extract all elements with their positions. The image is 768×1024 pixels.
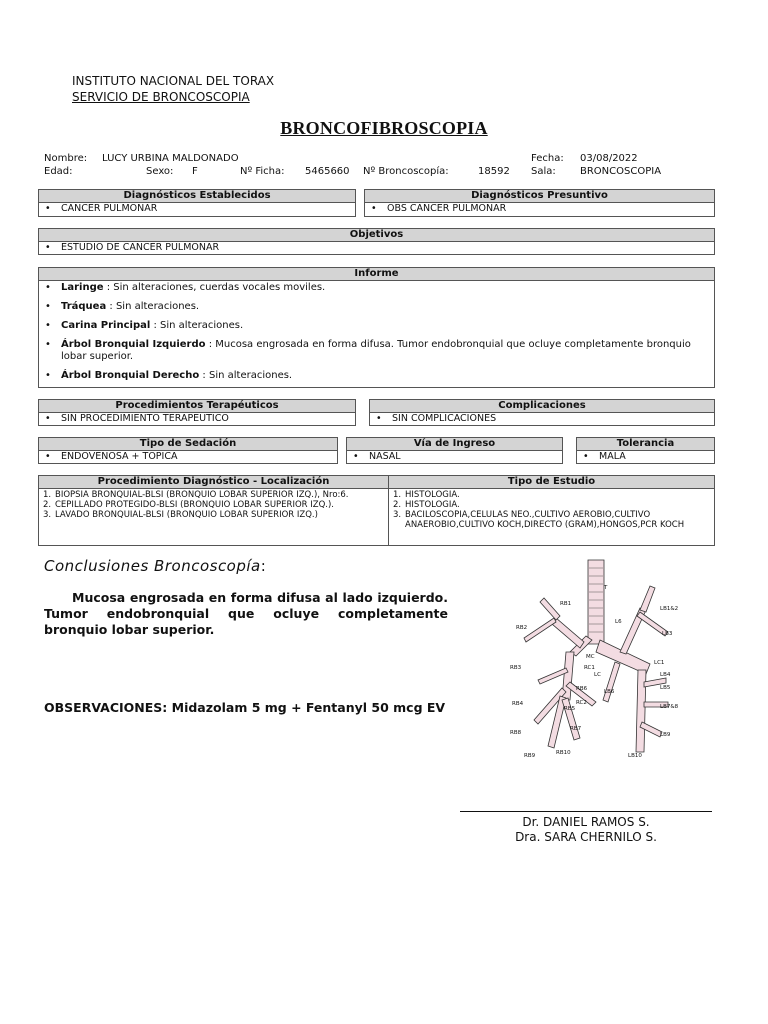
broncoscopia-label: Nº Broncoscopía: <box>363 166 449 177</box>
informe-text: Sin alteraciones. <box>115 301 200 312</box>
tolerancia-title: Tolerancia <box>577 438 714 451</box>
diag-presuntivo-title: Diagnósticos Presuntivo <box>365 190 714 203</box>
label-rb5: RB5 <box>564 706 576 712</box>
label-lb3: LB3 <box>662 631 673 637</box>
label-rc2: RC2 <box>576 700 587 706</box>
label-mc: MC <box>586 654 595 660</box>
informe-label: Carina Principal <box>61 320 151 331</box>
trachea-shape <box>588 560 604 644</box>
diag-establecidos-item: • CANCER PULMONAR <box>39 203 355 214</box>
informe-box <box>38 267 715 388</box>
institute-name: INSTITUTO NACIONAL DEL TORAX <box>72 74 275 88</box>
edad-label: Edad: <box>44 166 73 177</box>
label-rb3: RB3 <box>510 665 522 671</box>
diag-presuntivo-item: • OBS CANCER PULMONAR <box>365 203 714 214</box>
tipo-estudio-list <box>389 489 714 546</box>
informe-text: Sin alteraciones. <box>160 320 244 331</box>
diag-establecidos-title: Diagnósticos Establecidos <box>39 190 355 203</box>
complicaciones-box <box>369 399 715 426</box>
sedacion-box <box>38 437 338 464</box>
diag-presuntivo-box <box>364 189 715 217</box>
label-lb78: LB7&8 <box>660 704 679 710</box>
complicaciones-title: Complicaciones <box>370 400 714 413</box>
label-rc1: RC1 <box>584 665 595 671</box>
label-rb9: RB9 <box>524 753 536 759</box>
sexo-value: F <box>192 166 198 177</box>
conclusiones-title: Conclusiones Broncoscopía: <box>44 557 267 575</box>
objetivos-item: • ESTUDIO DE CANCER PULMONAR <box>39 242 714 253</box>
informe-item-arbol-derecho: • Árbol Bronquial Derecho : Sin alteraciones. <box>39 370 714 382</box>
signature-line <box>460 811 712 812</box>
tipo-estudio-title: Tipo de Estudio <box>389 476 714 488</box>
list-item: 3. BACILOSCOPIA,CELULAS NEO.,CULTIVO AEROBIO,CULTIVO ANAEROBIO,CULTIVO KOCH,DIRECTO (GRAM),HONGOS,PCR KOCH <box>393 510 685 530</box>
objetivos-title: Objetivos <box>39 229 714 242</box>
signature-doctor-1: Dr. DANIEL RAMOS S. <box>522 815 650 829</box>
nombre-label: Nombre: <box>44 153 88 164</box>
objetivos-box <box>38 228 715 255</box>
label-rb4: RB4 <box>512 701 524 707</box>
ficha-label: Nº Ficha: <box>240 166 285 177</box>
signature-block <box>460 815 712 845</box>
label-lb5: LB5 <box>660 685 671 691</box>
informe-item-carina: • Carina Principal : Sin alteraciones. <box>39 320 714 332</box>
list-item: 2. CEPILLADO PROTEGIDO-BLSI (BRONQUIO LOBAR SUPERIOR IZQ.). <box>43 500 334 510</box>
conclusiones-text: Mucosa engrosada en forma difusa al lado izquierdo. Tumor endobronquial que ocluye completamente bronquio lobar superior. <box>44 590 448 637</box>
via-box <box>346 437 563 464</box>
procedimientos-box <box>38 399 356 426</box>
label-rb6: RB6 <box>576 686 588 692</box>
label-lb12: LB1&2 <box>660 606 679 612</box>
label-lb10: LB10 <box>628 753 642 759</box>
sedacion-title: Tipo de Sedación <box>39 438 337 451</box>
label-lc1: LC1 <box>654 660 665 666</box>
bronchial-tree-diagram <box>500 552 705 762</box>
signature-doctor-2: Dra. SARA CHERNILO S. <box>515 830 657 844</box>
proc-diag-list <box>39 489 389 546</box>
sala-value: BRONCOSCOPIA <box>580 166 662 177</box>
informe-label: Árbol Bronquial Izquierdo <box>61 339 206 350</box>
via-item: • NASAL <box>347 451 562 462</box>
tolerancia-box <box>576 437 715 464</box>
list-item: 2. HISTOLOGIA. <box>393 500 460 510</box>
informe-item-arbol-izquierdo: • Árbol Bronquial Izquierdo : Mucosa engrosada en forma difusa. Tumor endobronquial que ocluye completamente bronquio lobar superior. <box>39 339 714 363</box>
document-title: BRONCOFIBROSCOPIA <box>280 118 488 138</box>
diag-establecidos-box <box>38 189 356 217</box>
label-lb9: LB9 <box>660 732 671 738</box>
label-lc: LC <box>594 672 601 678</box>
via-title: Vía de Ingreso <box>347 438 562 451</box>
informe-item-traquea: • Tráquea : Sin alteraciones. <box>39 301 714 313</box>
informe-label: Tráquea <box>61 301 107 312</box>
sedacion-item: • ENDOVENOSA + TOPICA <box>39 451 337 462</box>
label-rb8: RB8 <box>510 730 522 736</box>
label-rb1: RB1 <box>560 601 572 607</box>
label-rb10: RB10 <box>556 750 571 756</box>
sala-label: Sala: <box>531 166 556 177</box>
informe-text: Sin alteraciones. <box>208 370 293 381</box>
ficha-value: 5465660 <box>305 166 350 177</box>
informe-label: Laringe <box>61 282 104 293</box>
procedimientos-item: • SIN PROCEDIMIENTO TERAPEUTICO <box>39 413 355 424</box>
informe-title: Informe <box>39 268 714 281</box>
service-name: SERVICIO DE BRONCOSCOPIA <box>72 90 250 104</box>
procedimientos-title: Procedimientos Terapéuticos <box>39 400 355 413</box>
list-item: 3. LAVADO BRONQUIAL-BLSI (BRONQUIO LOBAR SUPERIOR IZQ.) <box>43 510 318 520</box>
tolerancia-item: • MALA <box>577 451 714 462</box>
label-l6: L6 <box>615 619 622 625</box>
label-lb6: LB6 <box>604 689 615 695</box>
proc-diag-title: Procedimiento Diagnóstico - Localización <box>39 476 389 488</box>
patient-name: LUCY URBINA MALDONADO <box>102 153 239 164</box>
fecha-label: Fecha: <box>531 153 564 164</box>
observaciones-text: OBSERVACIONES: Midazolam 5 mg + Fentanyl 50 mcg EV <box>44 700 446 715</box>
label-rb2: RB2 <box>516 625 528 631</box>
informe-text: Sin alteraciones, cuerdas vocales moviles. <box>113 282 326 293</box>
label-t: T <box>604 585 608 591</box>
fecha-value: 03/08/2022 <box>580 153 638 164</box>
complicaciones-item: • SIN COMPLICACIONES <box>370 413 714 424</box>
broncoscopia-value: 18592 <box>478 166 510 177</box>
sexo-label: Sexo: <box>146 166 174 177</box>
informe-text: Mucosa engrosada en forma difusa. Tumor endobronquial que ocluye completamente bronquio lobar superior. <box>61 339 691 362</box>
proc-diag-box <box>38 475 715 546</box>
list-item: 1. HISTOLOGIA. <box>393 490 460 500</box>
informe-label: Árbol Bronquial Derecho <box>61 370 200 381</box>
list-item: 1. BIOPSIA BRONQUIAL-BLSI (BRONQUIO LOBAR SUPERIOR IZQ.), Nro:6. <box>43 490 349 500</box>
label-lb4: LB4 <box>660 672 671 678</box>
label-rb7: RB7 <box>570 726 582 732</box>
informe-item-laringe: • Laringe : Sin alteraciones, cuerdas vocales moviles. <box>39 282 714 294</box>
